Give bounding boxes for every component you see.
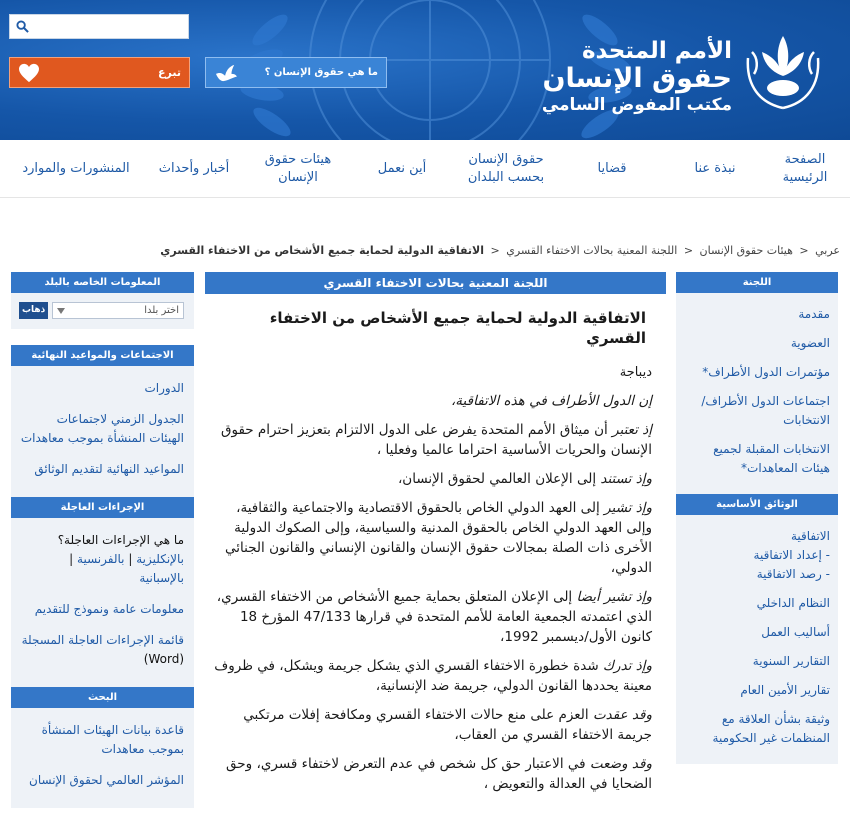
logo-line-high-commissioner: مكتب المفوض السامي bbox=[541, 95, 732, 115]
nav-human-rights-by-country[interactable]: حقوق الإنسان بحسب البلدان bbox=[467, 152, 545, 185]
chevron-down-icon bbox=[57, 308, 65, 314]
article-paragraph bbox=[211, 656, 652, 696]
paragraph-text: إلى الإعلان العالمي لحقوق الإنسان، bbox=[397, 471, 601, 487]
what-are-human-rights-label: ما هي حقوق الإنسان ؟ bbox=[264, 67, 378, 78]
sidebar-link-membership[interactable]: العضوية bbox=[790, 336, 830, 350]
sidebar-link-upcoming-elections[interactable]: الانتخابات المقبلة لجميع هيئات المعاهدات* bbox=[713, 442, 830, 475]
heart-icon bbox=[18, 63, 40, 83]
search-box-title: البحث bbox=[11, 687, 194, 708]
sidebar-link-treaty-bodies-database[interactable]: قاعدة بيانات الهيئات المنشأة بموجب معاهدات bbox=[41, 723, 184, 756]
paragraph-text: إلى العهد الدولي الخاص بالحقوق الاقتصادية والاجتماعية والثقافية، وإلى العهد الدولي الخاص بالحقوق المدنية والسياسية، وإلى الصكوك الدولية الأخرى ذات الصلة بمجالات حقوق الإنسان والقانون الإنساني والقانون الجنائي الدولي، bbox=[225, 500, 652, 576]
nav-news-and-events[interactable]: أخبار وأحداث bbox=[158, 161, 230, 176]
sidebar-link-convention-monitoring[interactable]: - رصد الاتفاقية bbox=[756, 567, 830, 581]
paragraph-lead: وإذ تشير bbox=[604, 500, 652, 516]
go-button[interactable]: ذهاب bbox=[19, 302, 48, 319]
sidebar-link-submission-deadlines[interactable]: المواعيد النهائية لتقديم الوثائق bbox=[34, 462, 184, 476]
donate-button[interactable] bbox=[9, 57, 190, 88]
sidebar-link-introduction[interactable]: مقدمة bbox=[798, 307, 830, 321]
urgent-actions-question: ما هي الإجراءات العاجلة؟ bbox=[57, 533, 184, 547]
paragraph-lead: إذ تعتبر bbox=[612, 422, 652, 438]
sidebar-link-rules-of-procedure[interactable]: النظام الداخلي bbox=[756, 596, 830, 610]
paragraph-lead: وإذ تستند bbox=[600, 471, 652, 487]
paragraph-text: في الاعتبار حق كل شخص في عدم التعرض لاختفاء قسري، وحق الضحايا في العدالة والتعويض ، bbox=[226, 756, 652, 792]
nav-home[interactable]: الصفحة الرئيسية bbox=[782, 152, 828, 185]
paragraph-text: العزم على منع حالات الاختفاء القسري ومكافحة إفلات مرتكبي جريمة الاختفاء القسري من العقاب، bbox=[243, 707, 652, 743]
sidebar-link-meetings-calendar[interactable]: الجدول الزمني لاجتماعات الهيئات المنشأة بموجب معاهدات bbox=[20, 412, 184, 445]
country-select-value: اختر بلدا bbox=[144, 305, 179, 316]
search-icon[interactable] bbox=[16, 20, 29, 33]
logo-line-human-rights: حقوق الإنسان bbox=[542, 63, 732, 94]
meetings-box-title: الاجتماعات والمواعيد النهائية bbox=[11, 345, 194, 366]
link-spanish[interactable]: بالإسبانية bbox=[139, 571, 184, 585]
country-info-box-title: المعلومات الخاصه بالبلد bbox=[11, 272, 194, 293]
urgent-actions-list-item bbox=[19, 631, 184, 669]
sidebar-link-convention-drafting[interactable]: - إعداد الاتفاقية bbox=[753, 548, 830, 562]
preamble-heading: ديباجة bbox=[619, 365, 652, 380]
article-title: الاتفاقية الدولية لحماية جميع الأشخاص من الاختفاء القسري bbox=[269, 309, 646, 347]
breadcrumb-separator: < bbox=[683, 244, 694, 257]
article-paragraph bbox=[211, 420, 652, 460]
nav-about-us[interactable]: نبذة عنا bbox=[694, 161, 736, 176]
nav-human-rights-bodies[interactable]: هيئات حقوق الإنسان bbox=[264, 152, 332, 185]
un-emblem-icon[interactable] bbox=[740, 28, 826, 114]
sidebar-link-annual-reports[interactable]: التقارير السنوية bbox=[752, 654, 830, 668]
donate-label: تبرع bbox=[158, 66, 181, 79]
sidebar-link-registered-urgent-actions[interactable]: قائمة الإجراءات العاجلة المسجلة bbox=[21, 633, 184, 647]
lang-separator: | bbox=[128, 552, 133, 566]
breadcrumb-current-page: الاتفاقية الدولية لحماية جميع الأشخاص من الاختفاء القسري bbox=[160, 244, 484, 257]
paragraph-lead: وإذ تدرك bbox=[602, 658, 652, 674]
link-english[interactable]: بالإنكليزية bbox=[136, 552, 184, 566]
committee-box-title: اللجنة bbox=[676, 272, 838, 293]
paragraph-lead: وقد وضعت bbox=[589, 756, 652, 772]
main-content bbox=[205, 272, 666, 794]
search-input[interactable] bbox=[37, 20, 187, 34]
article-paragraph bbox=[211, 587, 652, 647]
nav-publications-and-resources[interactable]: المنشورات والموارد bbox=[22, 161, 130, 176]
paragraph-text: إلى الإعلان المتعلق بحماية جميع الأشخاص من الاختفاء القسري، الذي اعتمدته الجمعية العامة للأمم المتحدة في قرارها 47/133 المؤرخ 18 كانون الأول/ديسمبر 1992، bbox=[216, 589, 652, 645]
article-paragraph bbox=[211, 391, 652, 411]
article-paragraph bbox=[211, 705, 652, 745]
section-title: اللجنة المعنية بحالات الاختفاء القسري bbox=[205, 272, 666, 294]
search-box[interactable] bbox=[9, 14, 189, 39]
main-navigation bbox=[0, 140, 850, 198]
sidebar-link-general-info-form[interactable]: معلومات عامة ونموذج للتقديم bbox=[34, 602, 184, 616]
sidebar-link-working-methods[interactable]: أساليب العمل bbox=[761, 625, 830, 639]
meetings-box bbox=[11, 366, 194, 497]
logo-line-un: الأمم المتحدة bbox=[581, 38, 732, 64]
breadcrumb-separator: < bbox=[490, 244, 500, 257]
basic-documents-box bbox=[676, 515, 838, 764]
paragraph-text: شدة خطورة الاختفاء القسري الذي يشكل جريمة ويشكل، في ظروف معينة يحددها القانون الدولي، جريمة ضد الإنسانية، bbox=[214, 658, 652, 694]
urgent-actions-box-title: الإجراءات العاجلة bbox=[11, 497, 194, 518]
breadcrumb-human-rights-bodies[interactable]: هيئات حقوق الإنسان bbox=[699, 244, 793, 257]
nav-where-we-work[interactable]: أين نعمل bbox=[377, 161, 427, 176]
sidebar-link-sessions[interactable]: الدورات bbox=[144, 381, 184, 395]
sidebar-link-universal-human-rights-index[interactable]: المؤشر العالمي لحقوق الإنسان bbox=[29, 773, 184, 787]
nav-issues[interactable]: قضايا bbox=[597, 161, 627, 176]
country-selector-row bbox=[19, 298, 184, 323]
dove-icon bbox=[214, 63, 238, 83]
article-paragraph bbox=[211, 754, 652, 794]
link-french[interactable]: بالفرنسية bbox=[77, 552, 125, 566]
breadcrumb bbox=[160, 244, 840, 257]
word-format-label: (Word) bbox=[143, 652, 184, 666]
convention-group bbox=[684, 527, 830, 584]
lang-separator: | bbox=[69, 552, 74, 566]
breadcrumb-arabic[interactable]: عربي bbox=[815, 244, 840, 257]
breadcrumb-ced-committee[interactable]: اللجنة المعنية بحالات الاختفاء القسري bbox=[506, 244, 678, 257]
committee-box bbox=[676, 293, 838, 494]
paragraph-lead: وإذ تشير أيضا bbox=[576, 589, 652, 605]
urgent-actions-group bbox=[19, 531, 184, 588]
country-info-box bbox=[11, 293, 194, 329]
paragraph-lead: وقد عقدت bbox=[592, 707, 652, 723]
header-banner bbox=[0, 0, 850, 140]
sidebar-link-meetings-elections[interactable]: اجتماعات الدول الأطراف/ الانتخابات bbox=[701, 394, 830, 427]
article-body bbox=[205, 364, 666, 794]
paragraph-lead: إن الدول الأطراف في هذه الاتفاقية، bbox=[450, 393, 652, 409]
urgent-actions-box bbox=[11, 518, 194, 687]
article-paragraph bbox=[211, 498, 652, 578]
article-paragraph bbox=[211, 469, 652, 489]
left-sidebar bbox=[11, 272, 194, 808]
basic-documents-box-title: الوثائق الأساسية bbox=[676, 494, 838, 515]
search-links-box bbox=[11, 708, 194, 808]
breadcrumb-separator: < bbox=[799, 244, 809, 257]
right-sidebar bbox=[676, 272, 838, 764]
sidebar-link-conferences-states-parties[interactable]: مؤتمرات الدول الأطراف* bbox=[702, 365, 830, 379]
country-select[interactable] bbox=[52, 302, 184, 319]
sidebar-link-convention[interactable]: الاتفاقية bbox=[790, 529, 830, 543]
sidebar-link-sg-reports[interactable]: تقارير الأمين العام bbox=[740, 683, 830, 697]
sidebar-link-ngo-relationship[interactable]: وثيقة بشأن العلاقة مع المنظمات غير الحكومية bbox=[712, 712, 830, 745]
ohchr-logo-text[interactable] bbox=[472, 38, 732, 116]
paragraph-text: أن ميثاق الأمم المتحدة يفرض على الدول الالتزام بتعزيز احترام حقوق الإنسان والحريات الأساسية احتراما عالميا وفعليا ، bbox=[221, 422, 652, 458]
what-are-human-rights-button[interactable] bbox=[205, 57, 387, 88]
